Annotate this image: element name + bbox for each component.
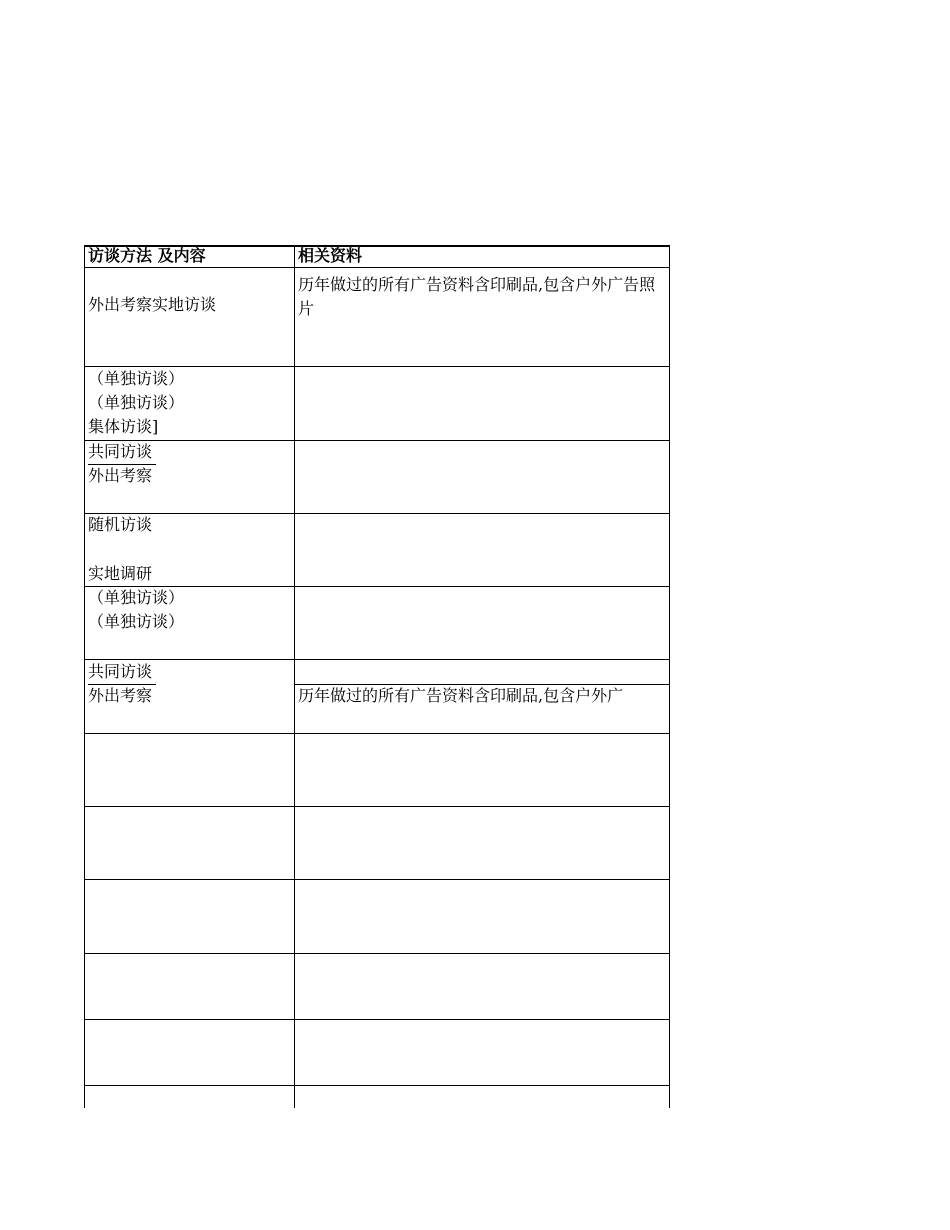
row4-method-line2: 实地调研 (88, 564, 153, 583)
row3-method-underlined: 共同访谈 (88, 440, 156, 465)
row-divider (84, 806, 670, 807)
row-divider (84, 879, 670, 880)
row2-method-line3: 集体访谈] (88, 417, 159, 436)
row-divider (84, 267, 670, 268)
table-column-divider (294, 245, 295, 1108)
row-divider (84, 440, 670, 441)
row1-materials: 历年做过的所有广告资料含印刷品,包含户外广告照片 (298, 275, 656, 318)
row-divider (84, 659, 670, 660)
row5-method-line1: （单独访谈） (88, 588, 185, 607)
row-divider (84, 1085, 670, 1086)
row-divider (84, 953, 670, 954)
row-divider (84, 733, 670, 734)
table-right-border (669, 245, 670, 1108)
row3-method-line2: 外出考察 (88, 466, 153, 485)
row-divider (84, 1019, 670, 1020)
row6-method-line2: 外出考察 (88, 686, 153, 705)
row2-method-line1: （单独访谈） (88, 369, 185, 388)
row4-method-line1: 随机访谈 (88, 515, 153, 534)
row1-method: 外出考察实地访谈 (88, 295, 217, 314)
header-interview-method: 访谈方法 及内容 (88, 246, 206, 265)
row2-method-line2: （单独访谈） (88, 393, 185, 412)
row5-method-line2: （单独访谈） (88, 612, 185, 631)
interview-table (84, 245, 670, 1108)
row6-materials: 历年做过的所有广告资料含印刷品,包含户外广 (298, 686, 624, 705)
header-related-materials: 相关资料 (298, 246, 363, 265)
row6-method-underlined: 共同访谈 (88, 660, 156, 685)
row3-method-line1 (88, 440, 156, 465)
row6-method-line1 (88, 660, 156, 685)
row-divider (84, 513, 670, 514)
table-left-border (84, 245, 85, 1108)
